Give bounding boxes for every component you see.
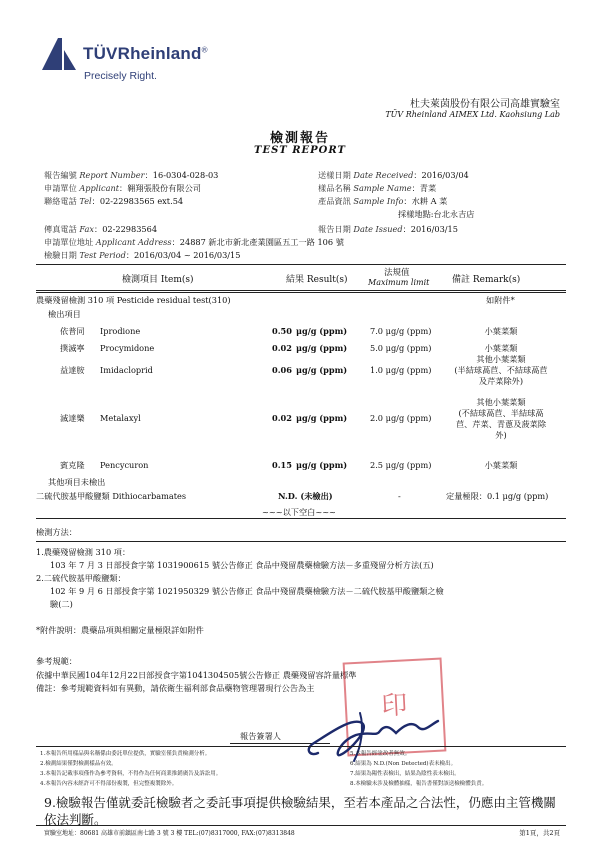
remark-line: (半結球萵苣、不結球萵苣 — [454, 365, 548, 375]
pesticide-name-zh: 益達胺 — [60, 364, 85, 375]
remark-cell — [436, 397, 566, 441]
max-limit: 1.0 μg/g (ppm) — [370, 364, 432, 375]
remark-line: 小葉菜類 — [484, 343, 518, 353]
result-value: 0.02 — [272, 413, 292, 423]
report-title-zh: 檢測報告 — [269, 131, 330, 146]
fax-row: 傳真電話 Fax：02-22983564 — [44, 224, 158, 234]
remark-line: 外) — [495, 430, 507, 440]
method-1-title: 1.農藥殘留檢測 310 項： — [36, 547, 131, 557]
brand-name: TÜVRheinland® — [83, 44, 208, 63]
dtc-limit: - — [398, 491, 401, 501]
tel-row: 聯絡電話 Tel：02-22983565 ext.54 — [44, 196, 184, 206]
remark-cell — [436, 343, 566, 354]
sample-info: 水耕 A 菜 — [411, 196, 448, 206]
address-row: 申請單位地址 Applicant Address：24887 新北市新北產業園區五工一路 106 號 — [44, 237, 344, 247]
pesticide-name-en: Pencycuron — [100, 460, 149, 470]
pesticide-name-zh: 撲滅寧 — [60, 343, 85, 353]
col-header-remark: 備註 Remark(s) — [452, 275, 521, 285]
pesticide-name-en: Metalaxyl — [100, 413, 141, 423]
sample-name: 青菜 — [419, 183, 437, 193]
note-left-2: 2.檢測結果僅對檢測樣品有效。 — [40, 761, 117, 767]
reference-heading: 參考規範： — [36, 656, 77, 666]
sample-name-row: 樣品名稱 Sample Name：青菜 — [318, 183, 437, 193]
pesticide-name-en: Iprodione — [100, 326, 141, 336]
fax-value: 02-22983564 — [102, 224, 158, 234]
result-unit: μg/g (ppm) — [296, 326, 348, 336]
note-right-7: 7.結果為陽性表檢出，結果為陰性表未檢出。 — [350, 771, 460, 777]
note-right-8: 8.本檢驗未涉及檢體抽樣，報告書僅對該送檢檢體負責。 — [350, 781, 488, 787]
result-value: 0.15 — [272, 460, 292, 470]
dtc-remark: 定量極限：0.1 μg/g (ppm) — [446, 491, 549, 501]
date-issued: 2016/03/15 — [410, 224, 458, 234]
result-unit: μg/g (ppm) — [296, 343, 348, 353]
report-number: 16-0304-028-03 — [152, 170, 219, 180]
col-header-limit-en: Maximum limit — [368, 278, 430, 287]
method-2-title: 2.二硫代胺基甲酸鹽類： — [36, 573, 126, 583]
notes-top-rule — [36, 746, 566, 747]
group-title: 農藥殘留檢測 310 項 Pesticide residual test(310) — [36, 295, 231, 305]
remark-line: 小葉菜類 — [484, 460, 518, 470]
result-unit: μg/g (ppm) — [296, 413, 348, 423]
pesticide-name-zh: 依普同 — [60, 326, 85, 336]
remark-line: (不結球萵苣、半結球萵 — [458, 408, 544, 418]
detected-heading: 檢出項目 — [48, 309, 81, 319]
max-limit: 5.0 μg/g (ppm) — [370, 343, 432, 353]
remark-line: 及芹菜除外) — [478, 376, 524, 386]
note-right-5: 5.本報告經塗改者無效。 — [350, 751, 411, 757]
sample-location: 採樣地點:台北永吉店 — [398, 209, 475, 219]
pesticide-name-zh: 滅達樂 — [60, 413, 85, 423]
report-title-en: TEST REPORT — [254, 145, 346, 156]
col-header-limit-zh: 法規值 — [384, 268, 410, 278]
report-number-row: 報告編號 Report Number：16-0304-028-03 — [44, 170, 219, 180]
lab-name-zh: 杜夫萊茵股份有限公司高雄實驗室 — [410, 99, 560, 110]
applicant-row: 申請單位 Applicant：翱翔張股份有限公司 — [44, 183, 201, 193]
address-value: 24887 新北市新北產業園區五工一路 106 號 — [179, 237, 344, 247]
note-left-3: 3.本報告記載事項僅作為參考資料，不得作為任何商業推銷廣告及訴訟用。 — [40, 771, 222, 777]
pesticide-name-zh: 賓克隆 — [60, 460, 85, 470]
note-right-6: 6.結果為 N.D.(Non Detected)表未檢出。 — [350, 761, 457, 767]
date-issued-row: 報告日期 Date Issued：2016/03/15 — [318, 224, 458, 234]
result-value: 0.50 — [272, 326, 292, 336]
pesticide-name-en: Procymidone — [100, 343, 155, 353]
dtc-row: 二硫代胺基甲酸鹽類 Dithiocarbamates — [36, 491, 187, 501]
company-seal-stamp: 印 — [343, 657, 447, 756]
others-not-detected: 其他項目未檢出 — [48, 477, 106, 487]
col-header-item: 檢測項目 Item(s) — [122, 275, 194, 285]
test-period: 2016/03/04 ~ 2016/03/15 — [134, 250, 241, 260]
result-unit: μg/g (ppm) — [296, 460, 348, 470]
result-value: 0.06 — [272, 364, 292, 375]
lab-address-footer: 實驗室地址：80681 高雄市前鎮區南七路 3 號 3 樓 TEL:(07)8317000, FAX:(07)8313848 — [44, 830, 295, 837]
remark-line: 其他小葉菜類 — [476, 354, 526, 364]
remark-line: 其他小葉菜類 — [476, 397, 526, 407]
remark-line: 小葉菜類 — [484, 326, 518, 336]
max-limit: 2.5 μg/g (ppm) — [370, 460, 432, 470]
result-value: 0.02 — [272, 343, 292, 353]
date-received-row: 送樣日期 Date Received：2016/03/04 — [318, 170, 469, 180]
sample-info-row: 產品資訊 Sample Info：水耕 A 菜 — [318, 196, 448, 206]
pesticide-name-en: Imidacloprid — [100, 364, 153, 375]
page-number: 第1頁，共2頁 — [519, 829, 560, 837]
group-remark: 如附件* — [486, 295, 515, 305]
note-left-4: 4.本報告內容未經許可不得部份複製，但完整複製除外。 — [40, 781, 178, 787]
attachment-note: *附件說明：農藥品項與相關定量極限詳如附件 — [36, 625, 204, 635]
table-header-rule — [36, 290, 566, 293]
remark-cell — [436, 354, 566, 387]
table-bottom-rule — [36, 518, 566, 519]
lab-name-en: TÜV Rheinland AIMEX Ltd. Kaohsiung Lab — [385, 110, 560, 119]
tel-value: 02-22983565 ext.54 — [99, 196, 184, 206]
col-header-result: 結果 Result(s) — [286, 275, 348, 285]
reference-text: 依據中華民國104年12月22日部授食字第1041304505號公告修正 農藥殘留容許量標準 — [36, 670, 357, 680]
footer-rule — [36, 825, 566, 826]
brand-tagline: Precisely Right. — [84, 70, 157, 82]
date-received: 2016/03/04 — [421, 170, 469, 180]
note-left-1: 1.本報告所用樣品與名稱係由委託單位提供，實驗室僅負責檢測分析。 — [40, 751, 211, 757]
method-1-text: 103 年 7 月 3 日部授食字第 1031900615 號公告修正 食品中殘留農藥檢驗方法－多重殘留分析方法(五) — [50, 560, 434, 570]
applicant-name: 翱翔張股份有限公司 — [127, 183, 201, 193]
max-limit: 7.0 μg/g (ppm) — [370, 326, 432, 336]
tuv-logo-icon — [40, 36, 78, 72]
reference-note: 備註：參考規範資料如有異動，請依衛生福利部食品藥物管理署現行公告為主 — [36, 683, 315, 693]
legal-disclaimer: 9.檢驗報告僅就委託檢驗者之委託事項提供檢驗結果，至若本產品之合法性，仍應由主管機關依法判斷。 — [44, 795, 556, 827]
dtc-result: N.D. (未檢出) — [278, 491, 333, 501]
signatory-label: 報告簽署人 — [240, 731, 281, 741]
max-limit: 2.0 μg/g (ppm) — [370, 413, 432, 423]
test-period-row: 檢驗日期 Test Period：2016/03/04 ~ 2016/03/15 — [44, 250, 241, 260]
table-top-rule — [36, 264, 566, 265]
methods-heading: 檢測方法： — [36, 527, 77, 537]
method-2-text-1: 102 年 9 月 6 日部授食字第 1021950329 號公告修正 食品中殘留農藥檢驗方法－二硫代胺基甲酸鹽類之檢 — [50, 586, 444, 596]
remark-cell — [436, 326, 566, 337]
end-of-table: ~~~以下空白~~~ — [262, 507, 336, 517]
result-unit: μg/g (ppm) — [296, 364, 348, 375]
methods-rule — [36, 541, 566, 542]
method-2-text-2: 驗(二) — [50, 599, 73, 609]
remark-cell — [436, 460, 566, 471]
remark-line: 苣、芹菜、青蔥及菠菜除 — [455, 419, 547, 429]
